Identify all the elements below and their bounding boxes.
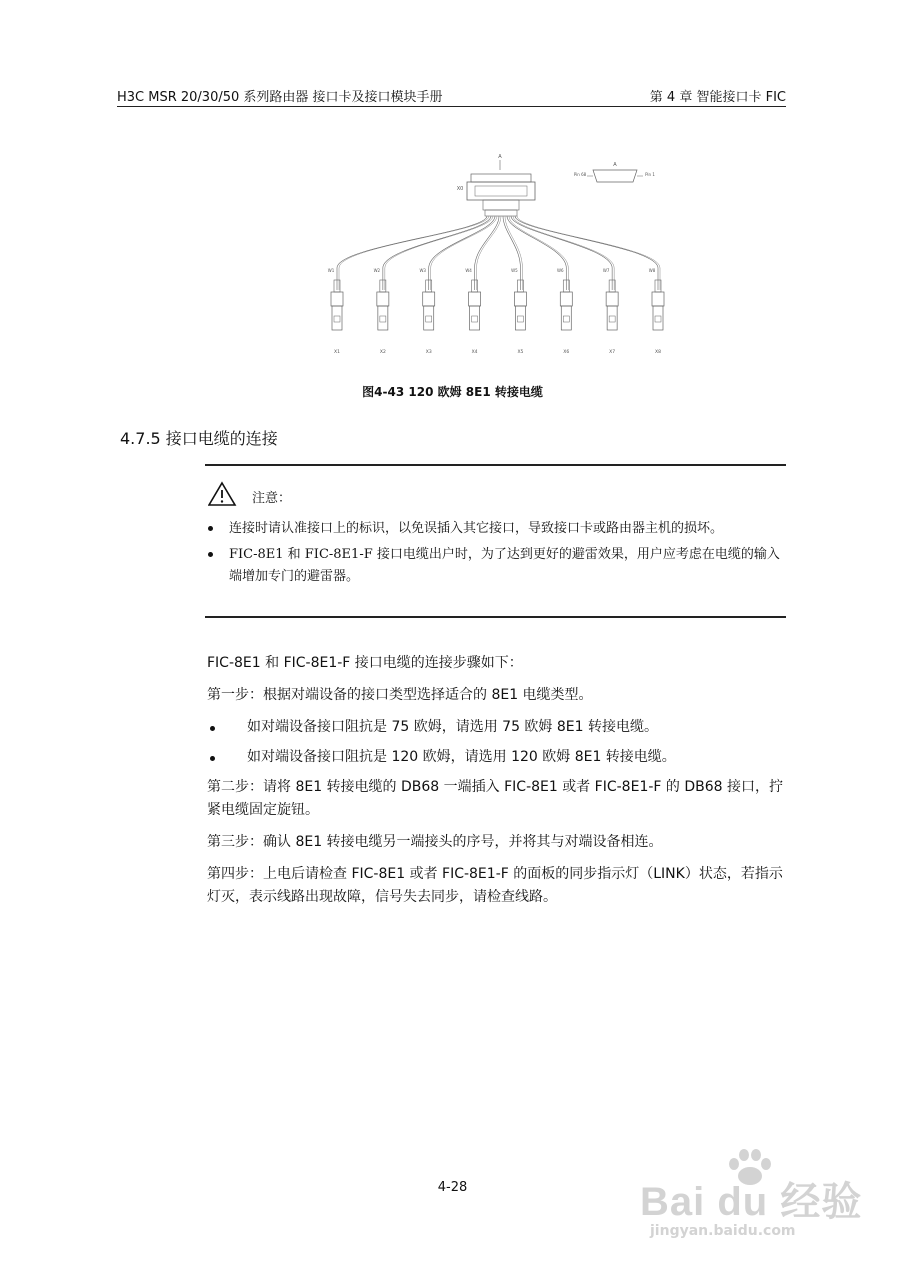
- body-text: [207, 652, 787, 918]
- notice-list: [205, 518, 786, 592]
- warning-icon: [208, 481, 242, 507]
- wire-label: W1: [327, 268, 335, 273]
- plug-label: X6: [563, 350, 570, 355]
- plug-housing: [423, 292, 435, 306]
- wire-label: W7: [602, 268, 610, 273]
- baidu-watermark: [640, 1148, 863, 1248]
- list-item: 如对端设备接口阻抗是 120 欧姆，请选用 120 欧姆 8E1 转接电缆。: [207, 746, 787, 769]
- plug-latch: [472, 316, 478, 322]
- top-label: A: [498, 154, 502, 160]
- side-label: A: [613, 162, 617, 168]
- impedance-list: [207, 716, 787, 769]
- plug-label: X7: [609, 350, 616, 355]
- notice-box: [205, 464, 786, 618]
- header-chapter: 第 4 章 智能接口卡 FIC: [649, 90, 786, 105]
- wire-label: W2: [373, 268, 381, 273]
- plug-latch: [426, 316, 432, 322]
- plug-latch: [334, 316, 340, 322]
- cable-wire: [429, 216, 495, 290]
- plug-label: X3: [425, 350, 432, 355]
- plug-housing: [331, 292, 343, 306]
- cable-wire-outline: [505, 216, 522, 290]
- intro-paragraph: FIC-8E1 和 FIC-8E1-F 接口电缆的连接步骤如下：: [207, 655, 523, 671]
- plug-housing: [652, 292, 664, 306]
- cable-wire-outline: [513, 216, 614, 290]
- cable-diagram-svg: [325, 150, 670, 360]
- plug-housing: [606, 292, 618, 306]
- connector-top: [471, 174, 531, 182]
- step-2: 第二步：请将 8E1 转接电缆的 DB68 一端插入 FIC-8E1 或者 FIC-8E1-F 的 DB68 接口，拧紧电缆固定旋钮。: [207, 779, 784, 818]
- plug-body: [607, 306, 617, 330]
- notice-item: FIC-8E1 和 FIC-8E1-F 接口电缆出户时，为了达到更好的避雷效果，用户应考虑在电缆的输入端增加专门的避雷器。: [205, 544, 786, 588]
- plug-label: X5: [517, 350, 524, 355]
- pin-right-label: Pin 1: [645, 172, 655, 177]
- page-number: 4-28: [437, 1180, 468, 1195]
- plug-body: [561, 306, 571, 330]
- plug-body: [378, 306, 388, 330]
- plug-label: X2: [379, 350, 386, 355]
- plug-body: [653, 306, 663, 330]
- cable-diagram: [325, 150, 670, 360]
- cable-wire-outline: [477, 216, 501, 290]
- plug-latch: [517, 316, 523, 322]
- section-title: 4.7.5 接口电缆的连接: [120, 429, 278, 448]
- wire-label: W3: [419, 268, 426, 273]
- plug-label: X8: [655, 350, 661, 355]
- cable-wire: [337, 216, 487, 290]
- connector-neck: [483, 200, 519, 210]
- page-header: [117, 86, 786, 107]
- wire-label: W4: [465, 268, 472, 273]
- step-3: 第三步：确认 8E1 转接电缆另一端接头的序号，并将其与对端设备相连。: [207, 834, 663, 850]
- figure-caption: 图4-43 120 欧姆 8E1 转接电缆: [362, 385, 543, 399]
- plug-body: [515, 306, 525, 330]
- plug-latch: [609, 316, 615, 322]
- plug-housing: [377, 292, 389, 306]
- plug-housing: [560, 292, 572, 306]
- watermark-url: jingyan.baidu.com: [650, 1223, 796, 1239]
- wire-label: W5: [511, 268, 518, 273]
- connector-label: X0: [456, 186, 464, 192]
- plug-label: X4: [471, 350, 478, 355]
- plug-housing: [514, 292, 526, 306]
- cable-wire: [503, 216, 520, 290]
- plug-latch: [380, 316, 386, 322]
- header-title: H3C MSR 20/30/50 系列路由器 接口卡及接口模块手册: [117, 90, 443, 105]
- watermark-brand: Bai du 经验: [640, 1180, 863, 1224]
- plug-body: [470, 306, 480, 330]
- plug-label: X1: [334, 350, 340, 355]
- list-item: 如对端设备接口阻抗是 75 欧姆，请选用 75 欧姆 8E1 转接电缆。: [207, 716, 787, 739]
- plug-latch: [563, 316, 569, 322]
- plug-latch: [655, 316, 661, 322]
- wire-label: W8: [648, 268, 656, 273]
- cable-wire-outline: [517, 216, 660, 290]
- connector-boot: [485, 210, 517, 216]
- notice-title: 注意：: [252, 491, 292, 506]
- connector-inner: [475, 186, 527, 196]
- plug-body: [424, 306, 434, 330]
- pin-left-label: Pin 68: [573, 172, 587, 177]
- cable-wire-outline: [431, 216, 497, 290]
- side-connector: [593, 170, 637, 182]
- cable-wire: [511, 216, 612, 290]
- step-4: 第四步：上电后请检查 FIC-8E1 或者 FIC-8E1-F 的面板的同步指示灯（LINK）状态，若指示灯灭，表示线路出现故障，信号失去同步，请检查线路。: [207, 866, 783, 905]
- plug-body: [332, 306, 342, 330]
- wire-label: W6: [557, 268, 564, 273]
- connector-body: [467, 182, 535, 200]
- step-1: 第一步：根据对端设备的接口类型选择适合的 8E1 电缆类型。: [207, 687, 593, 703]
- plug-housing: [469, 292, 481, 306]
- notice-item: 连接时请认准接口上的标识，以免误插入其它接口，导致接口卡或路由器主机的损坏。: [205, 518, 786, 540]
